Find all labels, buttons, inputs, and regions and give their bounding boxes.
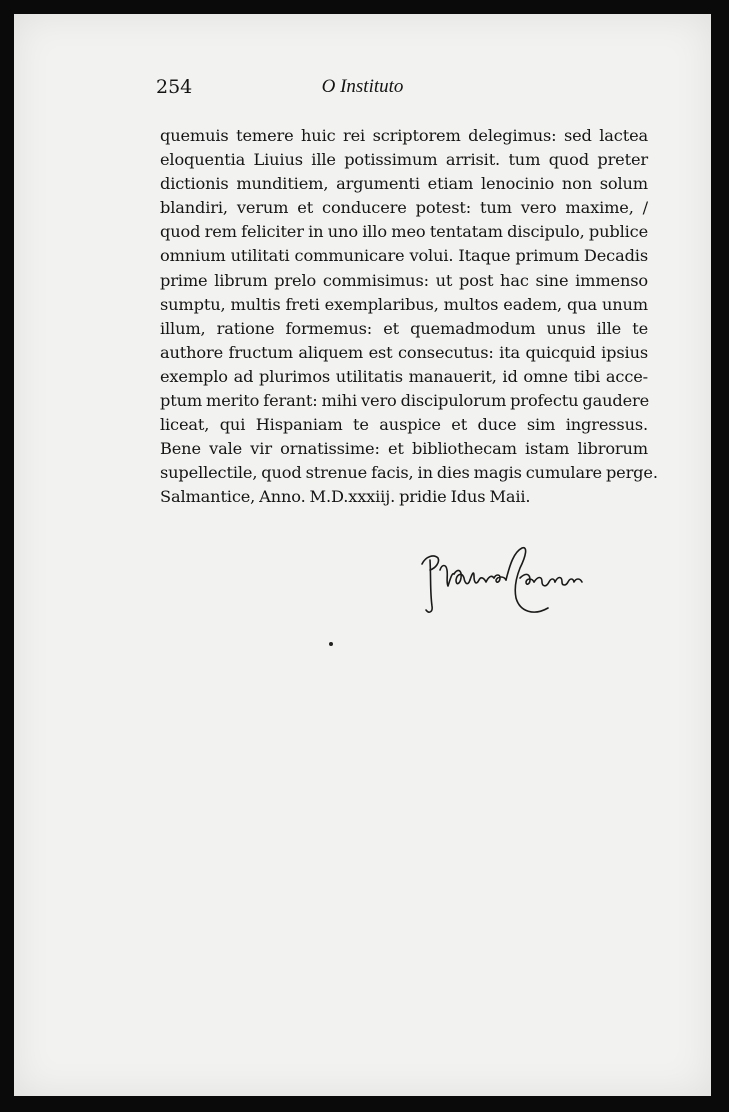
- book-page: [14, 14, 711, 1096]
- running-title: O Instituto: [321, 76, 404, 97]
- text-line: liceat, qui Hispaniam te auspice et duce sim ingressus.: [160, 415, 648, 435]
- text-line: quemuis temere huic rei scriptorem delegimus: sed lactea: [160, 126, 648, 145]
- text-line: authore fructum aliquem est consecutus: ita quicquid ipsius: [160, 342, 648, 362]
- text-line: ptum merito ferant: mihi vero discipulorum profectu gaudere: [160, 391, 650, 411]
- text-line: supellectile, quod strenue facis, in dies magis cumulare perge.: [160, 463, 658, 483]
- text-line: eloquentia Liuius ille potissimum arrisit. tum quod preter: [160, 150, 648, 170]
- text-line: exemplo ad plurimos utilitatis manauerit, id omne tibi acce-: [160, 366, 648, 386]
- text-line: illum, ratione formemus: et quemadmodum unus ille te: [160, 318, 648, 338]
- handwritten-signature: [416, 534, 596, 624]
- ink-dot: [329, 642, 333, 646]
- text-line: omnium utilitati communicare volui. Itaque primum Decadis: [160, 246, 648, 266]
- text-line: blandiri, verum et conducere potest: tum vero maxime, /: [160, 198, 648, 218]
- page-number: 254: [156, 76, 193, 98]
- text-line: prime librum prelo commisimus: ut post hac sine immenso: [160, 270, 648, 290]
- text-line: dictionis munditiem, argumenti etiam lenocinio non solum: [160, 174, 648, 194]
- page-header: [14, 76, 711, 106]
- text-line: quod rem feliciter in uno illo meo tentatam discipulo, publice: [160, 222, 648, 242]
- text-line: sumptu, multis freti exemplaribus, multos eadem, qua unum: [160, 294, 648, 314]
- body-text: [160, 124, 658, 510]
- text-line: Salmantice, Anno. M.D.xxxiij. pridie Idus Maii.: [160, 487, 531, 507]
- text-line: Bene vale vir ornatissime: et bibliothecam istam librorum: [160, 439, 648, 459]
